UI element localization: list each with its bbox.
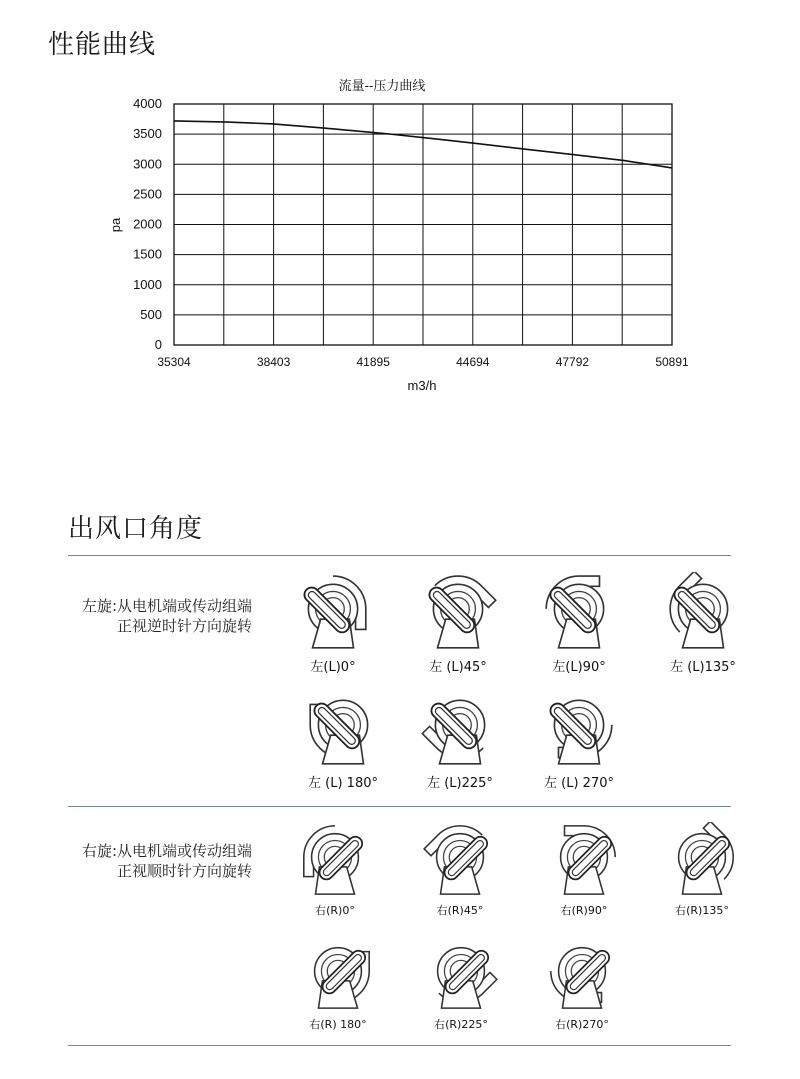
right-fan-135 — [654, 822, 750, 918]
x-tick-label: 38403 — [256, 355, 291, 369]
right-desc-line1: 右旋:从电机端或传动组端 — [81, 842, 252, 860]
performance-section-title: 性能曲线 — [48, 30, 157, 60]
x-tick-label: 35304 — [157, 355, 191, 369]
x-tick-label: 41895 — [356, 355, 390, 369]
left-fan-90 — [531, 572, 627, 675]
fan-icon — [538, 572, 620, 654]
right-rotation-description — [68, 841, 252, 881]
pressure-flow-chart — [100, 70, 720, 400]
fan-angle-label: 右(R)90° — [560, 904, 608, 917]
fan-icon — [417, 572, 499, 654]
left-desc-line2: 正视逆时针方向旋转 — [116, 617, 252, 635]
y-tick-label: 4000 — [133, 96, 162, 111]
y-tick-label: 3500 — [133, 126, 162, 142]
fan-icon — [419, 688, 501, 770]
left-fan-0 — [285, 572, 381, 675]
divider-top — [68, 555, 731, 556]
fan-icon — [292, 572, 374, 654]
x-tick-label: 44694 — [456, 355, 490, 369]
right-fan-225 — [413, 936, 509, 1032]
right-fan-270 — [534, 936, 630, 1032]
fan-icon — [299, 936, 377, 1014]
left-fan-225 — [412, 688, 508, 791]
right-fan-45 — [412, 822, 508, 918]
left-fan-270 — [531, 688, 627, 791]
outlet-section-title: 出风口角度 — [68, 514, 204, 544]
fan-icon — [296, 822, 374, 900]
x-tick-labels — [157, 355, 689, 369]
fan-icon — [662, 572, 744, 654]
left-desc-line1: 左旋:从电机端或传动组端 — [81, 597, 252, 615]
fan-icon — [302, 688, 384, 770]
y-tick-label: 3000 — [133, 156, 162, 172]
fan-angle-label: 右(R) 180° — [309, 1018, 367, 1031]
y-tick-label: 1000 — [133, 276, 162, 292]
y-tick-label: 2500 — [133, 186, 162, 202]
fan-angle-label: 左 (L)135° — [670, 660, 736, 675]
right-desc-line2: 正视顺时针方向旋转 — [116, 862, 252, 880]
fan-icon — [421, 822, 499, 900]
chart-title: 流量--压力曲线 — [338, 78, 426, 93]
left-rotation-description — [68, 596, 252, 636]
fan-angle-label: 右(R)225° — [434, 1018, 488, 1031]
right-fan-180 — [290, 936, 386, 1032]
fan-icon — [538, 688, 620, 770]
chart-grid — [174, 104, 672, 345]
fan-angle-label: 右(R)45° — [436, 904, 484, 917]
y-tick-label: 1500 — [133, 246, 162, 262]
y-tick-label: 2000 — [133, 216, 162, 232]
x-tick-label: 50891 — [655, 355, 689, 369]
fan-angle-label: 左(L)90° — [552, 660, 606, 675]
x-tick-label: 47792 — [555, 355, 590, 369]
left-fan-180 — [295, 688, 391, 791]
fan-angle-label: 右(R)0° — [315, 904, 355, 917]
fan-icon — [543, 936, 621, 1014]
right-fan-0 — [287, 822, 383, 918]
fan-angle-label: 右(R)135° — [675, 904, 729, 917]
divider-bottom — [68, 1045, 731, 1046]
y-tick-labels — [133, 96, 162, 352]
left-fan-45 — [410, 572, 506, 675]
x-axis-label: m3/h — [407, 378, 437, 393]
y-tick-label: 0 — [154, 337, 162, 352]
fan-angle-label: 左 (L) 270° — [544, 776, 614, 791]
fan-icon — [663, 822, 741, 900]
fan-icon — [545, 822, 623, 900]
fan-angle-label: 右(R)270° — [555, 1018, 609, 1031]
right-fan-90 — [536, 822, 632, 918]
y-tick-label: 500 — [140, 306, 162, 322]
fan-angle-label: 左(L)0° — [310, 660, 356, 675]
left-fan-135 — [655, 572, 751, 675]
fan-icon — [422, 936, 500, 1014]
fan-angle-label: 左 (L)225° — [427, 776, 493, 791]
divider-middle — [68, 806, 731, 807]
fan-angle-label: 左 (L)45° — [429, 660, 487, 675]
fan-angle-label: 左 (L) 180° — [308, 776, 378, 791]
y-axis-label: pa — [108, 217, 123, 233]
